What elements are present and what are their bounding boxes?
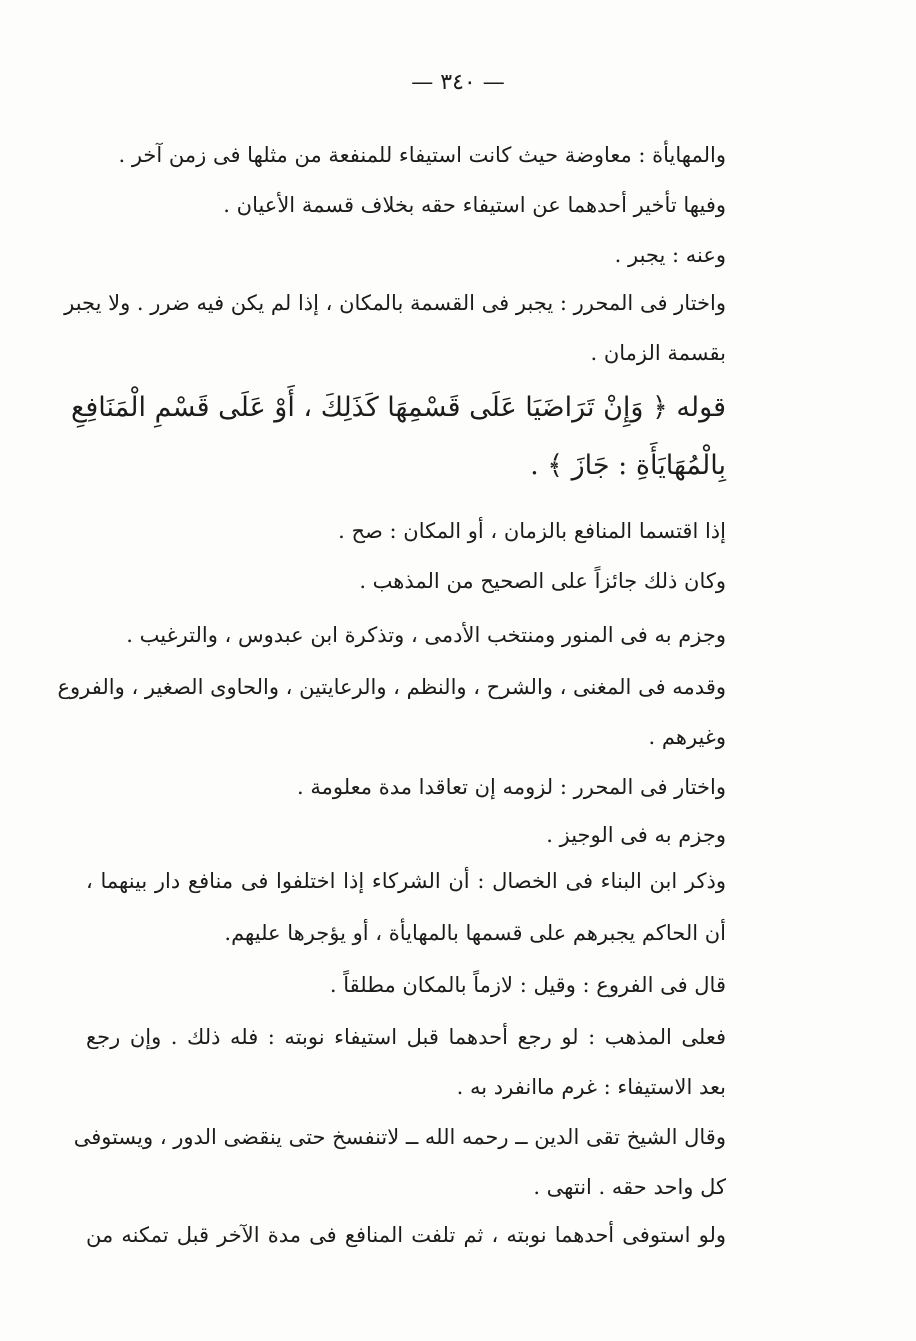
text-line: كل واحد حقه . انتهى . (533, 1175, 726, 1199)
text-line: واختار فى المحرر : لزومه إن تعاقدا مدة معلومة . (297, 775, 726, 799)
text-line: ولو استوفى أحدهما نوبته ، ثم تلفت المنافع فى مدة الآخر قبل تمكنه من (86, 1223, 726, 1247)
text-line: إذا اقتسما المنافع بالزمان ، أو المكان : صح . (338, 519, 726, 543)
quoted-text-line: بِالْمُهَايَأَةِ : جَازَ ﴾ . (530, 450, 726, 481)
text-line: أن الحاكم يجبرهم على قسمها بالمهايأة ، أو يؤجرها عليهم. (224, 921, 726, 945)
quoted-text-line: قوله ﴿ وَإِنْ تَرَاضَيَا عَلَى قَسْمِهَا كَذَلِكَ ، أَوْ عَلَى قَسْمِ الْمَنَافِعِ (71, 392, 726, 423)
text-line: فعلى المذهب : لو رجع أحدهما قبل استيفاء نوبته : فله ذلك . وإن رجع (86, 1025, 726, 1049)
text-line: بقسمة الزمان . (590, 341, 726, 365)
text-line: وقدمه فى المغنى ، والشرح ، والنظم ، والرعايتين ، والحاوى الصغير ، والفروع (57, 675, 726, 699)
text-line: وجزم به فى المنور ومنتخب الأدمى ، وتذكرة ابن عبدوس ، والترغيب . (126, 623, 726, 647)
page-number: — ٣٤٠ — (411, 70, 505, 95)
text-line: وغيرهم . (648, 725, 726, 749)
text-line: وعنه : يجبر . (614, 243, 726, 267)
text-line: وفيها تأخير أحدهما عن استيفاء حقه بخلاف قسمة الأعيان . (223, 193, 726, 217)
text-line: وذكر ابن البناء فى الخصال : أن الشركاء إذا اختلفوا فى منافع دار بينهما ، (86, 869, 726, 893)
text-line: واختار فى المحرر : يجبر فى القسمة بالمكان ، إذا لم يكن فيه ضرر . ولا يجبر (64, 291, 726, 315)
text-line: والمهايأة : معاوضة حيث كانت استيفاء للمنفعة من مثلها فى زمن آخر . (118, 143, 726, 167)
text-line: بعد الاستيفاء : غرم ماانفرد به . (456, 1075, 726, 1099)
text-line: وكان ذلك جائزاً على الصحيح من المذهب . (359, 569, 726, 593)
text-line: قال فى الفروع : وقيل : لازماً بالمكان مطلقاً . (329, 973, 726, 997)
text-line: وقال الشيخ تقى الدين ــ رحمه الله ــ لاتنفسخ حتى ينقضى الدور ، ويستوفى (73, 1125, 726, 1149)
text-line: وجزم به فى الوجيز . (546, 823, 726, 847)
